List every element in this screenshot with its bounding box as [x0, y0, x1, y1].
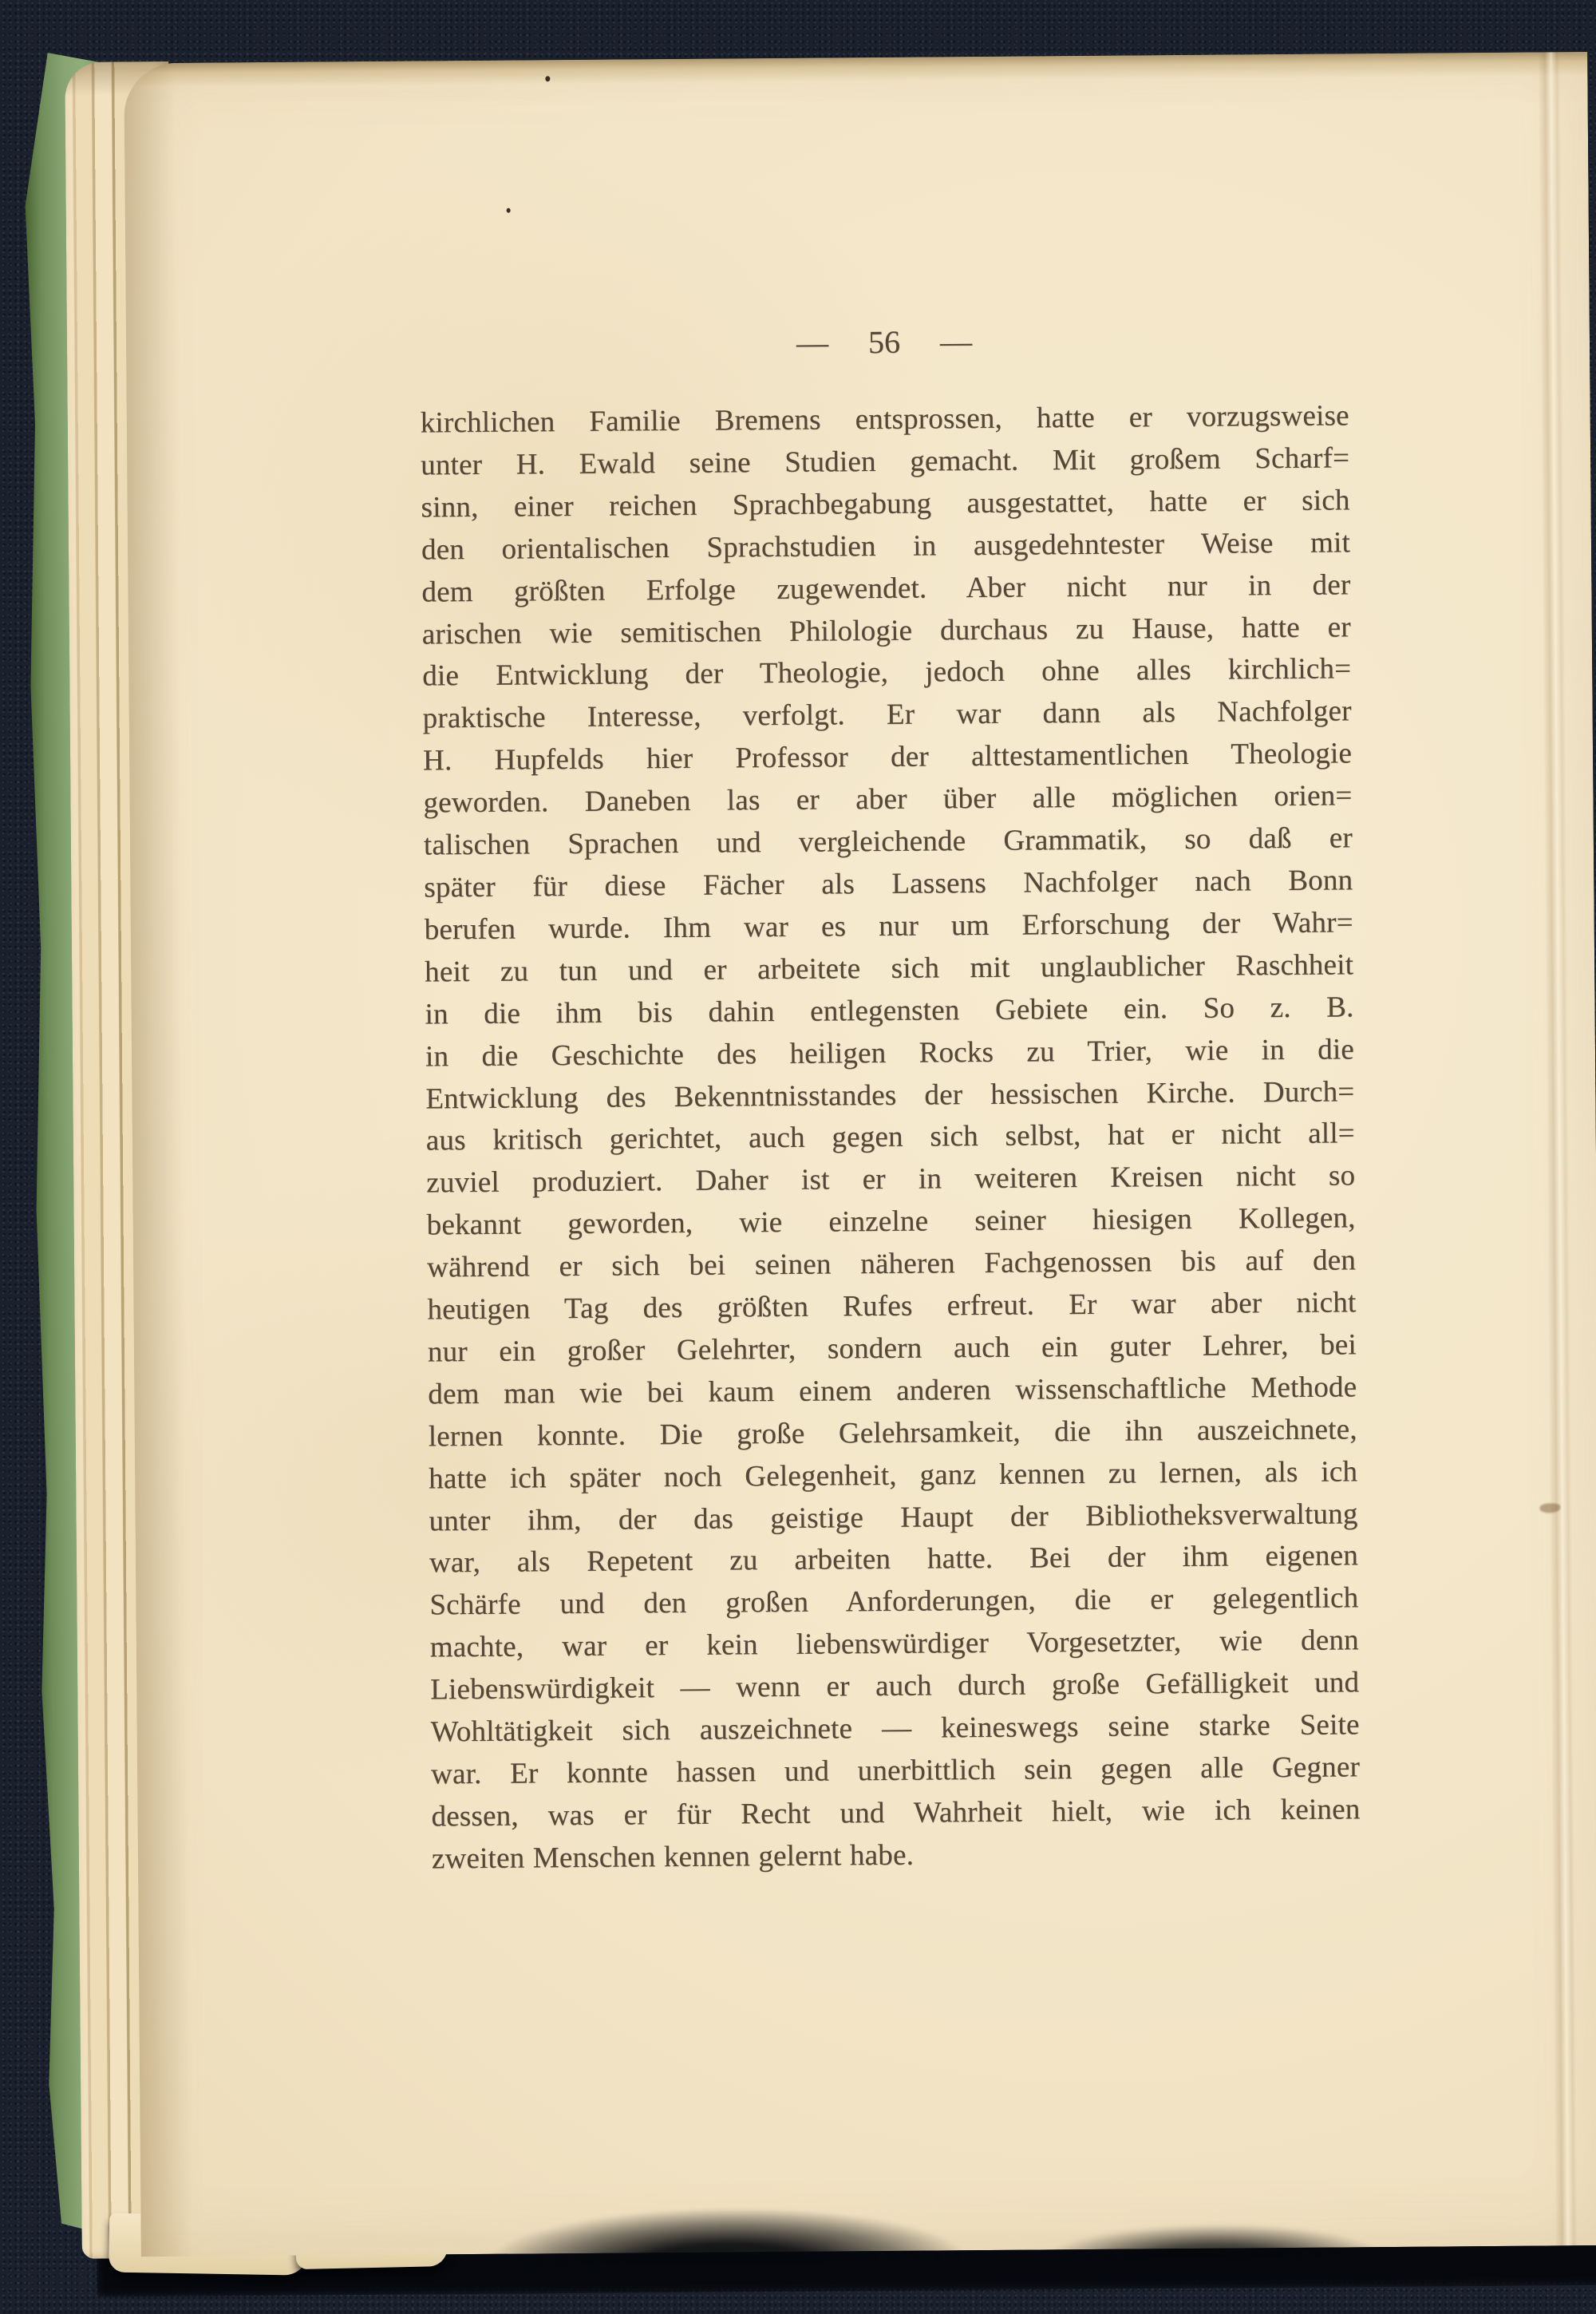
- book-page: [124, 52, 1596, 2257]
- text-line: berufen wurde. Ihm war es nur um Erforschung der Wahr=: [424, 906, 1353, 947]
- text-line: nur ein großer Gelehrter, sondern auch ein guter Lehrer, bei: [427, 1328, 1357, 1369]
- text-line: war, als Repetent zu arbeiten hatte. Bei der ihm eigenen: [429, 1539, 1359, 1580]
- bottom-curl-shadow: [1021, 2211, 1404, 2262]
- header-dash-right: —: [939, 323, 973, 360]
- text-line: heit zu tun und er arbeitete sich mit unglaublicher Raschheit: [425, 948, 1354, 989]
- text-line: lernen konnte. Die große Gelehrsamkeit, die ihn auszeichnete,: [428, 1413, 1357, 1454]
- text-line: während er sich bei seinen näheren Fachgenossen bis auf den: [426, 1244, 1357, 1284]
- page-header: [420, 320, 1349, 364]
- text-line: sinn, einer reichen Sprachbegabung ausgestattet, hatte er sich: [421, 484, 1350, 524]
- text-line: Liebenswürdigkeit — wenn er auch durch große Gefälligkeit und: [430, 1666, 1360, 1707]
- text-line: talischen Sprachen und vergleichende Grammatik, so daß er: [423, 821, 1353, 862]
- text-line: bekannt geworden, wie einzelne seiner hiesigen Kollegen,: [426, 1201, 1356, 1242]
- text-line: H. Hupfelds hier Professor der alttestamentlichen Theologie: [422, 737, 1353, 777]
- text-line: geworden. Daneben las er aber über alle möglichen orien=: [423, 779, 1353, 820]
- text-line: machte, war er kein liebenswürdiger Vorgesetzter, wie denn: [429, 1624, 1359, 1664]
- text-line: arischen wie semitischen Philologie durchaus zu Hause, hatte er: [421, 610, 1351, 651]
- text-line: Entwicklung des Bekenntnisstandes der hessischen Kirche. Durch=: [425, 1074, 1355, 1115]
- text-line: den orientalischen Sprachstudien in ausgedehntester Weise mit: [421, 526, 1351, 567]
- printed-content: [124, 52, 1596, 2257]
- header-dash-left: —: [796, 324, 829, 361]
- text-line: dem man wie bei kaum einem anderen wissenschaftliche Methode: [428, 1371, 1357, 1411]
- bottom-curl-shadow: [455, 2186, 1022, 2267]
- text-line: zweiten Menschen kennen gelernt habe.: [431, 1838, 915, 1876]
- text-line: Schärfe und den großen Anforderungen, die er gelegentlich: [429, 1581, 1359, 1622]
- text-line: die Entwicklung der Theologie, jedoch ohne alles kirchlich=: [422, 652, 1352, 693]
- text-line: hatte ich später noch Gelegenheit, ganz kennen zu lernen, als ich: [428, 1454, 1358, 1496]
- text-line: dessen, was er für Recht und Wahrheit hielt, wie ich keinen: [431, 1793, 1361, 1833]
- text-line: später für diese Fächer als Lassens Nachfolger nach Bonn: [424, 864, 1353, 904]
- text-line: unter ihm, der das geistige Haupt der Bibliotheksverwaltung: [429, 1497, 1358, 1537]
- text-line: kirchlichen Familie Bremens entsprossen, hatte er vorzugsweise: [420, 399, 1349, 440]
- text-line: dem größten Erfolge zugewendet. Aber nicht nur in der: [421, 568, 1351, 609]
- text-line: war. Er konnte hassen und unerbittlich sein gegen alle Gegner: [430, 1750, 1361, 1791]
- text-line: heutigen Tag des größten Rufes erfreut. Er war aber nicht: [427, 1286, 1357, 1327]
- text-line: in die Geschichte des heiligen Rocks zu Trier, wie in die: [425, 1032, 1355, 1074]
- text-line: unter H. Ewald seine Studien gemacht. Mit großem Scharf=: [421, 441, 1350, 482]
- page-number: 56: [867, 323, 901, 361]
- text-line: Wohltätigkeit sich auszeichnete — keineswegs seine starke Seite: [430, 1708, 1360, 1749]
- text-line: zuviel produziert. Daher ist er in weiteren Kreisen nicht so: [426, 1159, 1356, 1200]
- text-line: aus kritisch gerichtet, auch gegen sich selbst, hat er nicht all=: [425, 1117, 1355, 1157]
- text-line: in die ihm bis dahin entlegensten Gebiete ein. So z. B.: [425, 990, 1354, 1031]
- body-text: [421, 395, 1361, 1881]
- text-line: praktische Interesse, verfolgt. Er war dann als Nachfolger: [422, 694, 1352, 735]
